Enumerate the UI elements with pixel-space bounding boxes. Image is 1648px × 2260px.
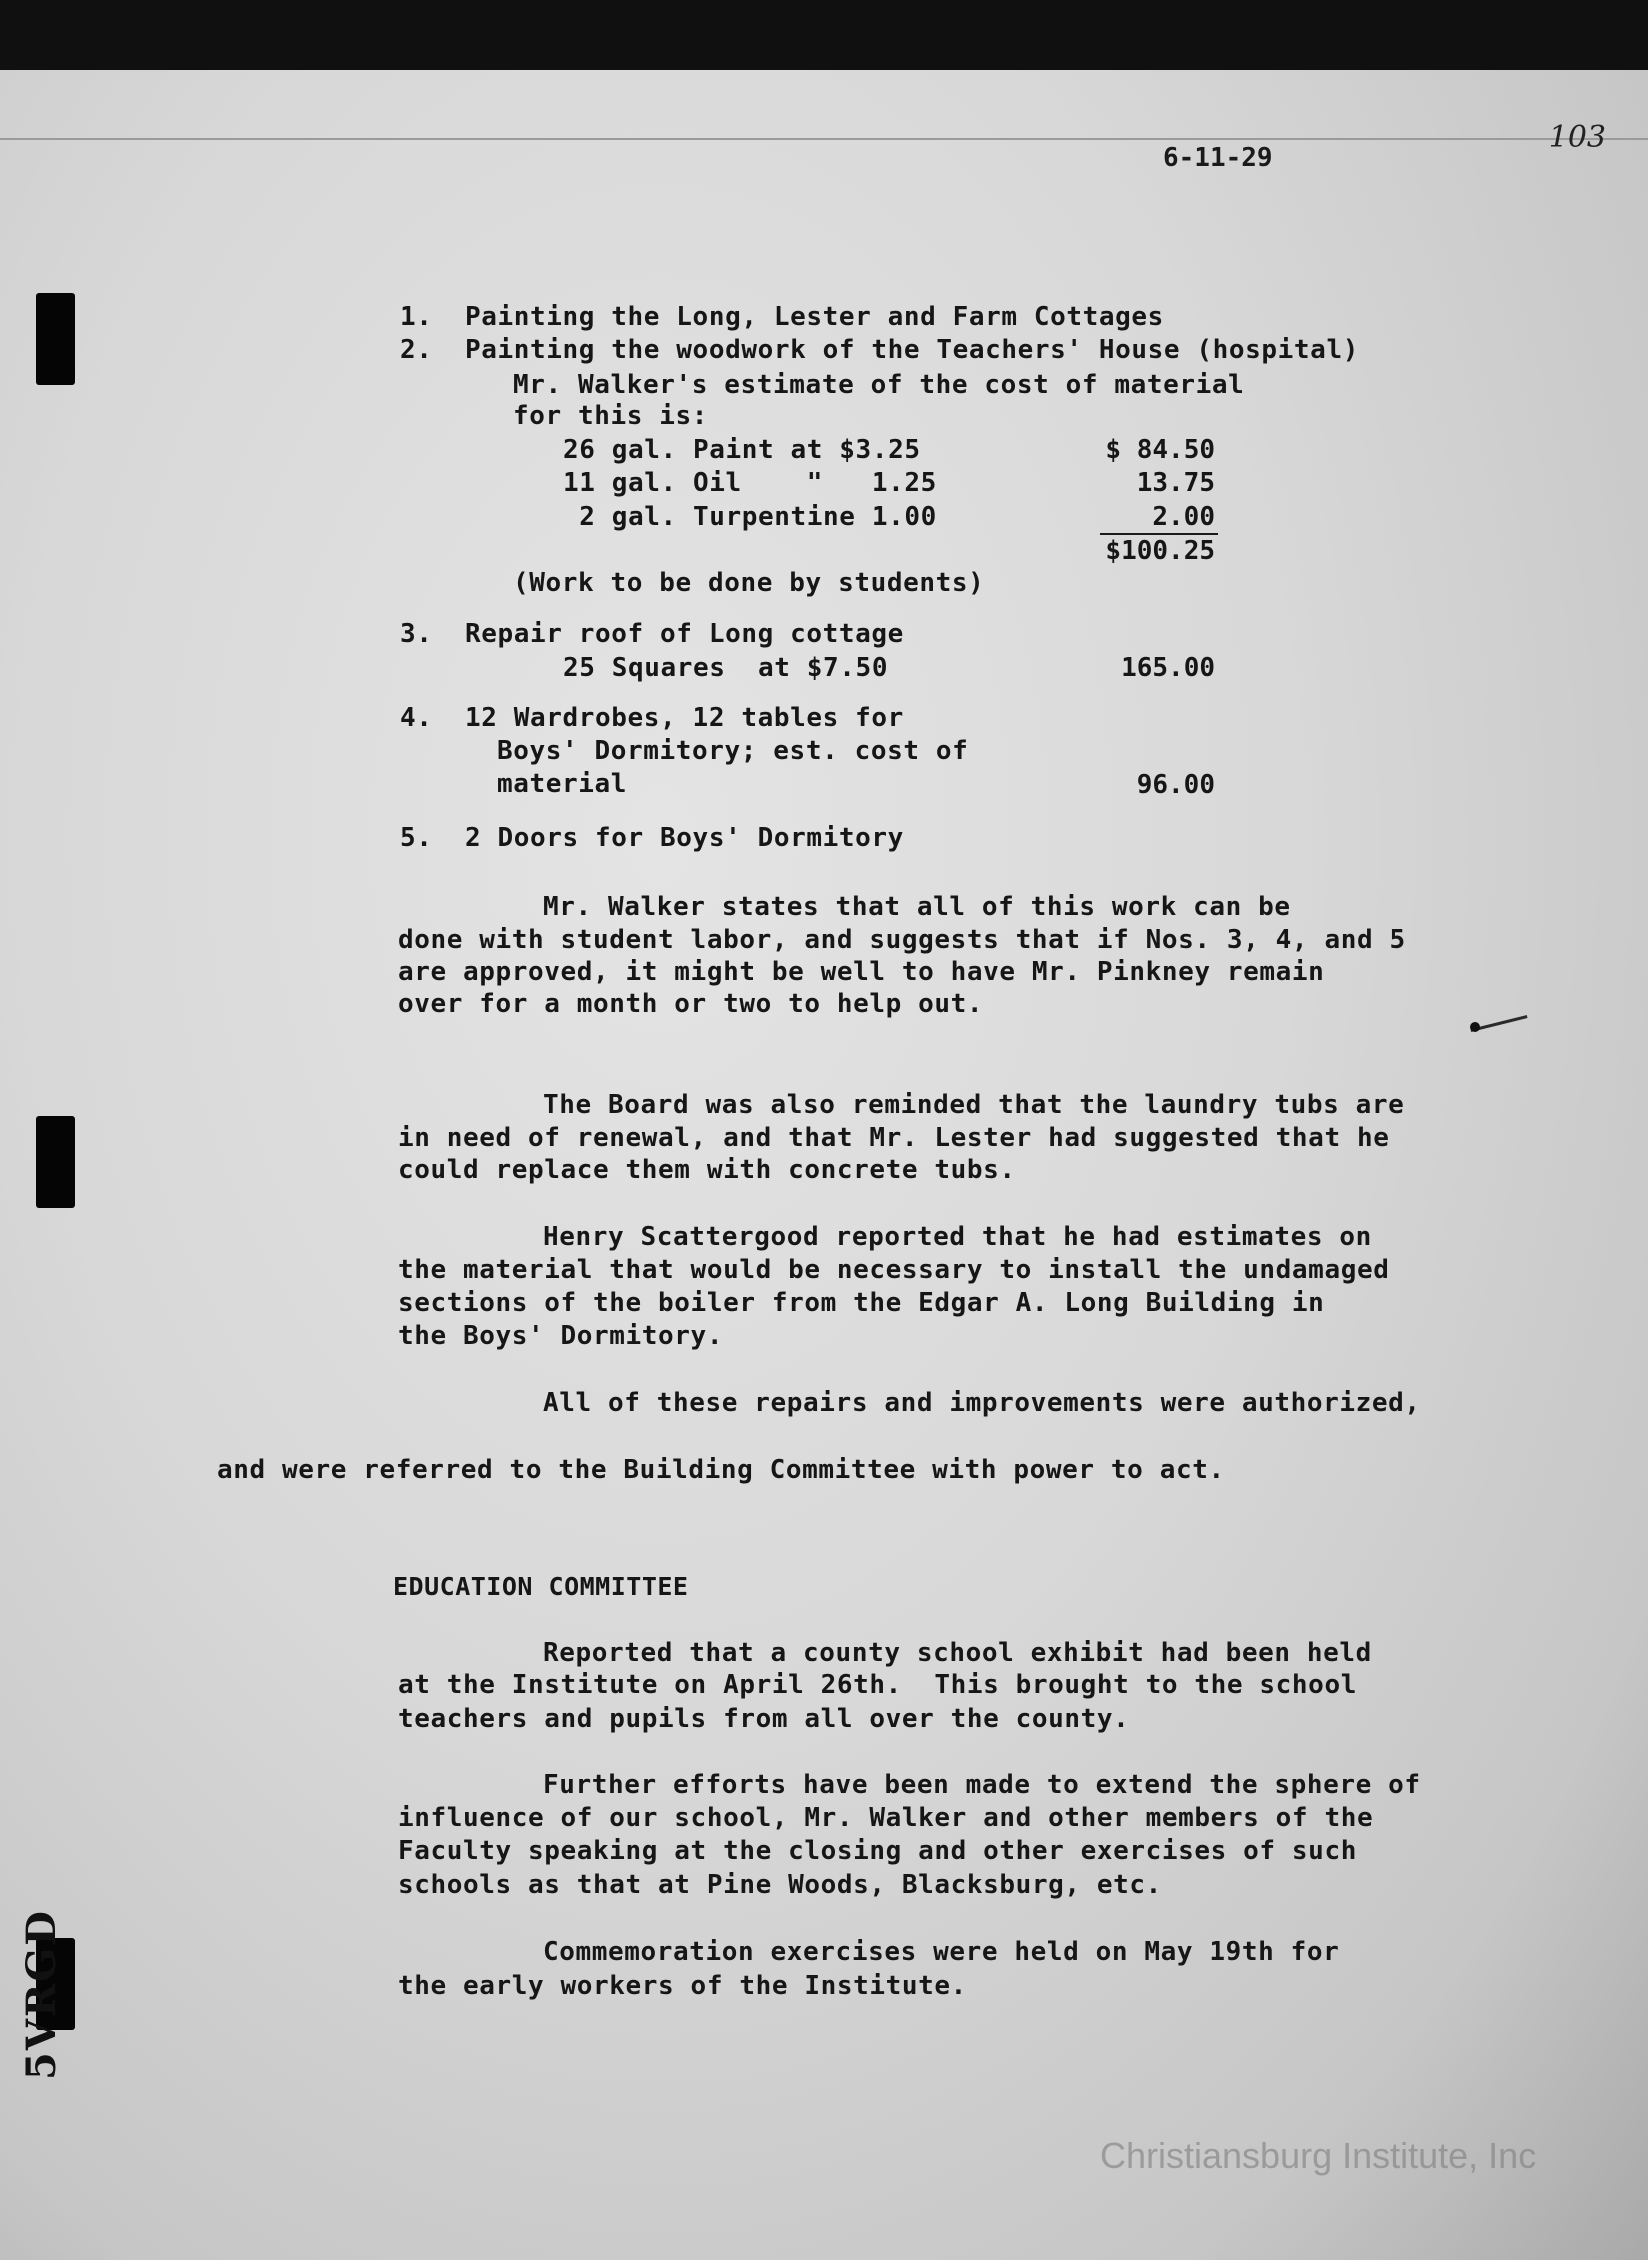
- paragraph-line: teachers and pupils from all over the county.: [398, 1704, 1130, 1734]
- paragraph-line: Faculty speaking at the closing and other exercises of such: [398, 1836, 1357, 1866]
- page-number: 103: [1548, 120, 1606, 155]
- list-item-3: 3. Repair roof of Long cottage: [400, 619, 904, 649]
- paragraph-line: All of these repairs and improvements were authorized,: [543, 1388, 1421, 1418]
- list-item-4-amount: 96.00: [1136, 770, 1215, 800]
- paragraph-line: Mr. Walker states that all of this work can be: [543, 892, 1291, 922]
- estimate-total: $100.25: [1105, 536, 1215, 566]
- paragraph-line: the early workers of the Institute.: [398, 1971, 967, 2001]
- section-heading-education: EDUCATION COMMITTEE: [393, 1572, 689, 1601]
- estimate-line-turpentine: 2 gal. Turpentine 1.00: [563, 502, 937, 532]
- punch-hole-middle: [36, 1116, 75, 1208]
- paragraph-line: Henry Scattergood reported that he had estimates on: [543, 1222, 1372, 1252]
- estimate-amount-oil: 13.75: [1136, 468, 1215, 498]
- watermark: Christiansburg Institute, Inc: [1100, 2135, 1537, 2176]
- list-item-2-detail: for this is:: [513, 401, 709, 431]
- list-item-1: 1. Painting the Long, Lester and Farm Cottages: [400, 302, 1164, 332]
- paragraph-line: at the Institute on April 26th. This brought to the school: [398, 1670, 1357, 1700]
- estimate-note: (Work to be done by students): [513, 568, 985, 598]
- paragraph-line: The Board was also reminded that the laundry tubs are: [543, 1090, 1405, 1120]
- estimate-line-oil: 11 gal. Oil " 1.25: [563, 468, 937, 498]
- paragraph-line: in need of renewal, and that Mr. Lester had suggested that he: [398, 1123, 1390, 1153]
- estimate-amount-paint: $ 84.50: [1105, 435, 1215, 465]
- paragraph-line: Further efforts have been made to extend the sphere of: [543, 1770, 1421, 1800]
- paragraph-line: influence of our school, Mr. Walker and other members of the: [398, 1803, 1374, 1833]
- paragraph-line: the Boys' Dormitory.: [398, 1321, 724, 1351]
- paragraph-line: done with student labor, and suggests that if Nos. 3, 4, and 5: [398, 925, 1406, 955]
- list-item-4-detail: material: [497, 769, 628, 799]
- paragraph-line: sections of the boiler from the Edgar A. Long Building in: [398, 1288, 1325, 1318]
- total-rule: [1100, 533, 1218, 535]
- paragraph-line: could replace them with concrete tubs.: [398, 1155, 1016, 1185]
- list-item-5: 5. 2 Doors for Boys' Dormitory: [400, 823, 904, 853]
- page-top-edge: [0, 138, 1648, 140]
- pin-head: [1470, 1022, 1480, 1032]
- paragraph-line: schools as that at Pine Woods, Blacksburg, etc.: [398, 1870, 1162, 1900]
- paragraph-line: Commemoration exercises were held on May 19th for: [543, 1937, 1340, 1967]
- punch-hole-top: [36, 293, 75, 385]
- paragraph-line: Reported that a county school exhibit had been held: [543, 1638, 1372, 1668]
- list-item-4: 4. 12 Wardrobes, 12 tables for: [400, 703, 904, 733]
- document-date: 6-11-29: [1163, 143, 1273, 173]
- paragraph-line: are approved, it might be well to have Mr. Pinkney remain: [398, 957, 1325, 987]
- paragraph-line: over for a month or two to help out.: [398, 989, 984, 1019]
- archive-side-mark: 5VRGD: [18, 1909, 65, 2080]
- list-item-2: 2. Painting the woodwork of the Teachers' House (hospital): [400, 335, 1359, 365]
- estimate-line-paint: 26 gal. Paint at $3.25: [563, 435, 921, 465]
- list-item-3-detail: 25 Squares at $7.50: [563, 653, 889, 683]
- list-item-2-detail: Mr. Walker's estimate of the cost of material: [513, 370, 1245, 400]
- paragraph-line: and were referred to the Building Committee with power to act.: [217, 1455, 1225, 1485]
- list-item-4-detail: Boys' Dormitory; est. cost of: [497, 736, 969, 766]
- paragraph-line: the material that would be necessary to install the undamaged: [398, 1255, 1390, 1285]
- estimate-amount-turpentine: 2.00: [1152, 502, 1215, 532]
- list-item-3-amount: 165.00: [1121, 653, 1215, 683]
